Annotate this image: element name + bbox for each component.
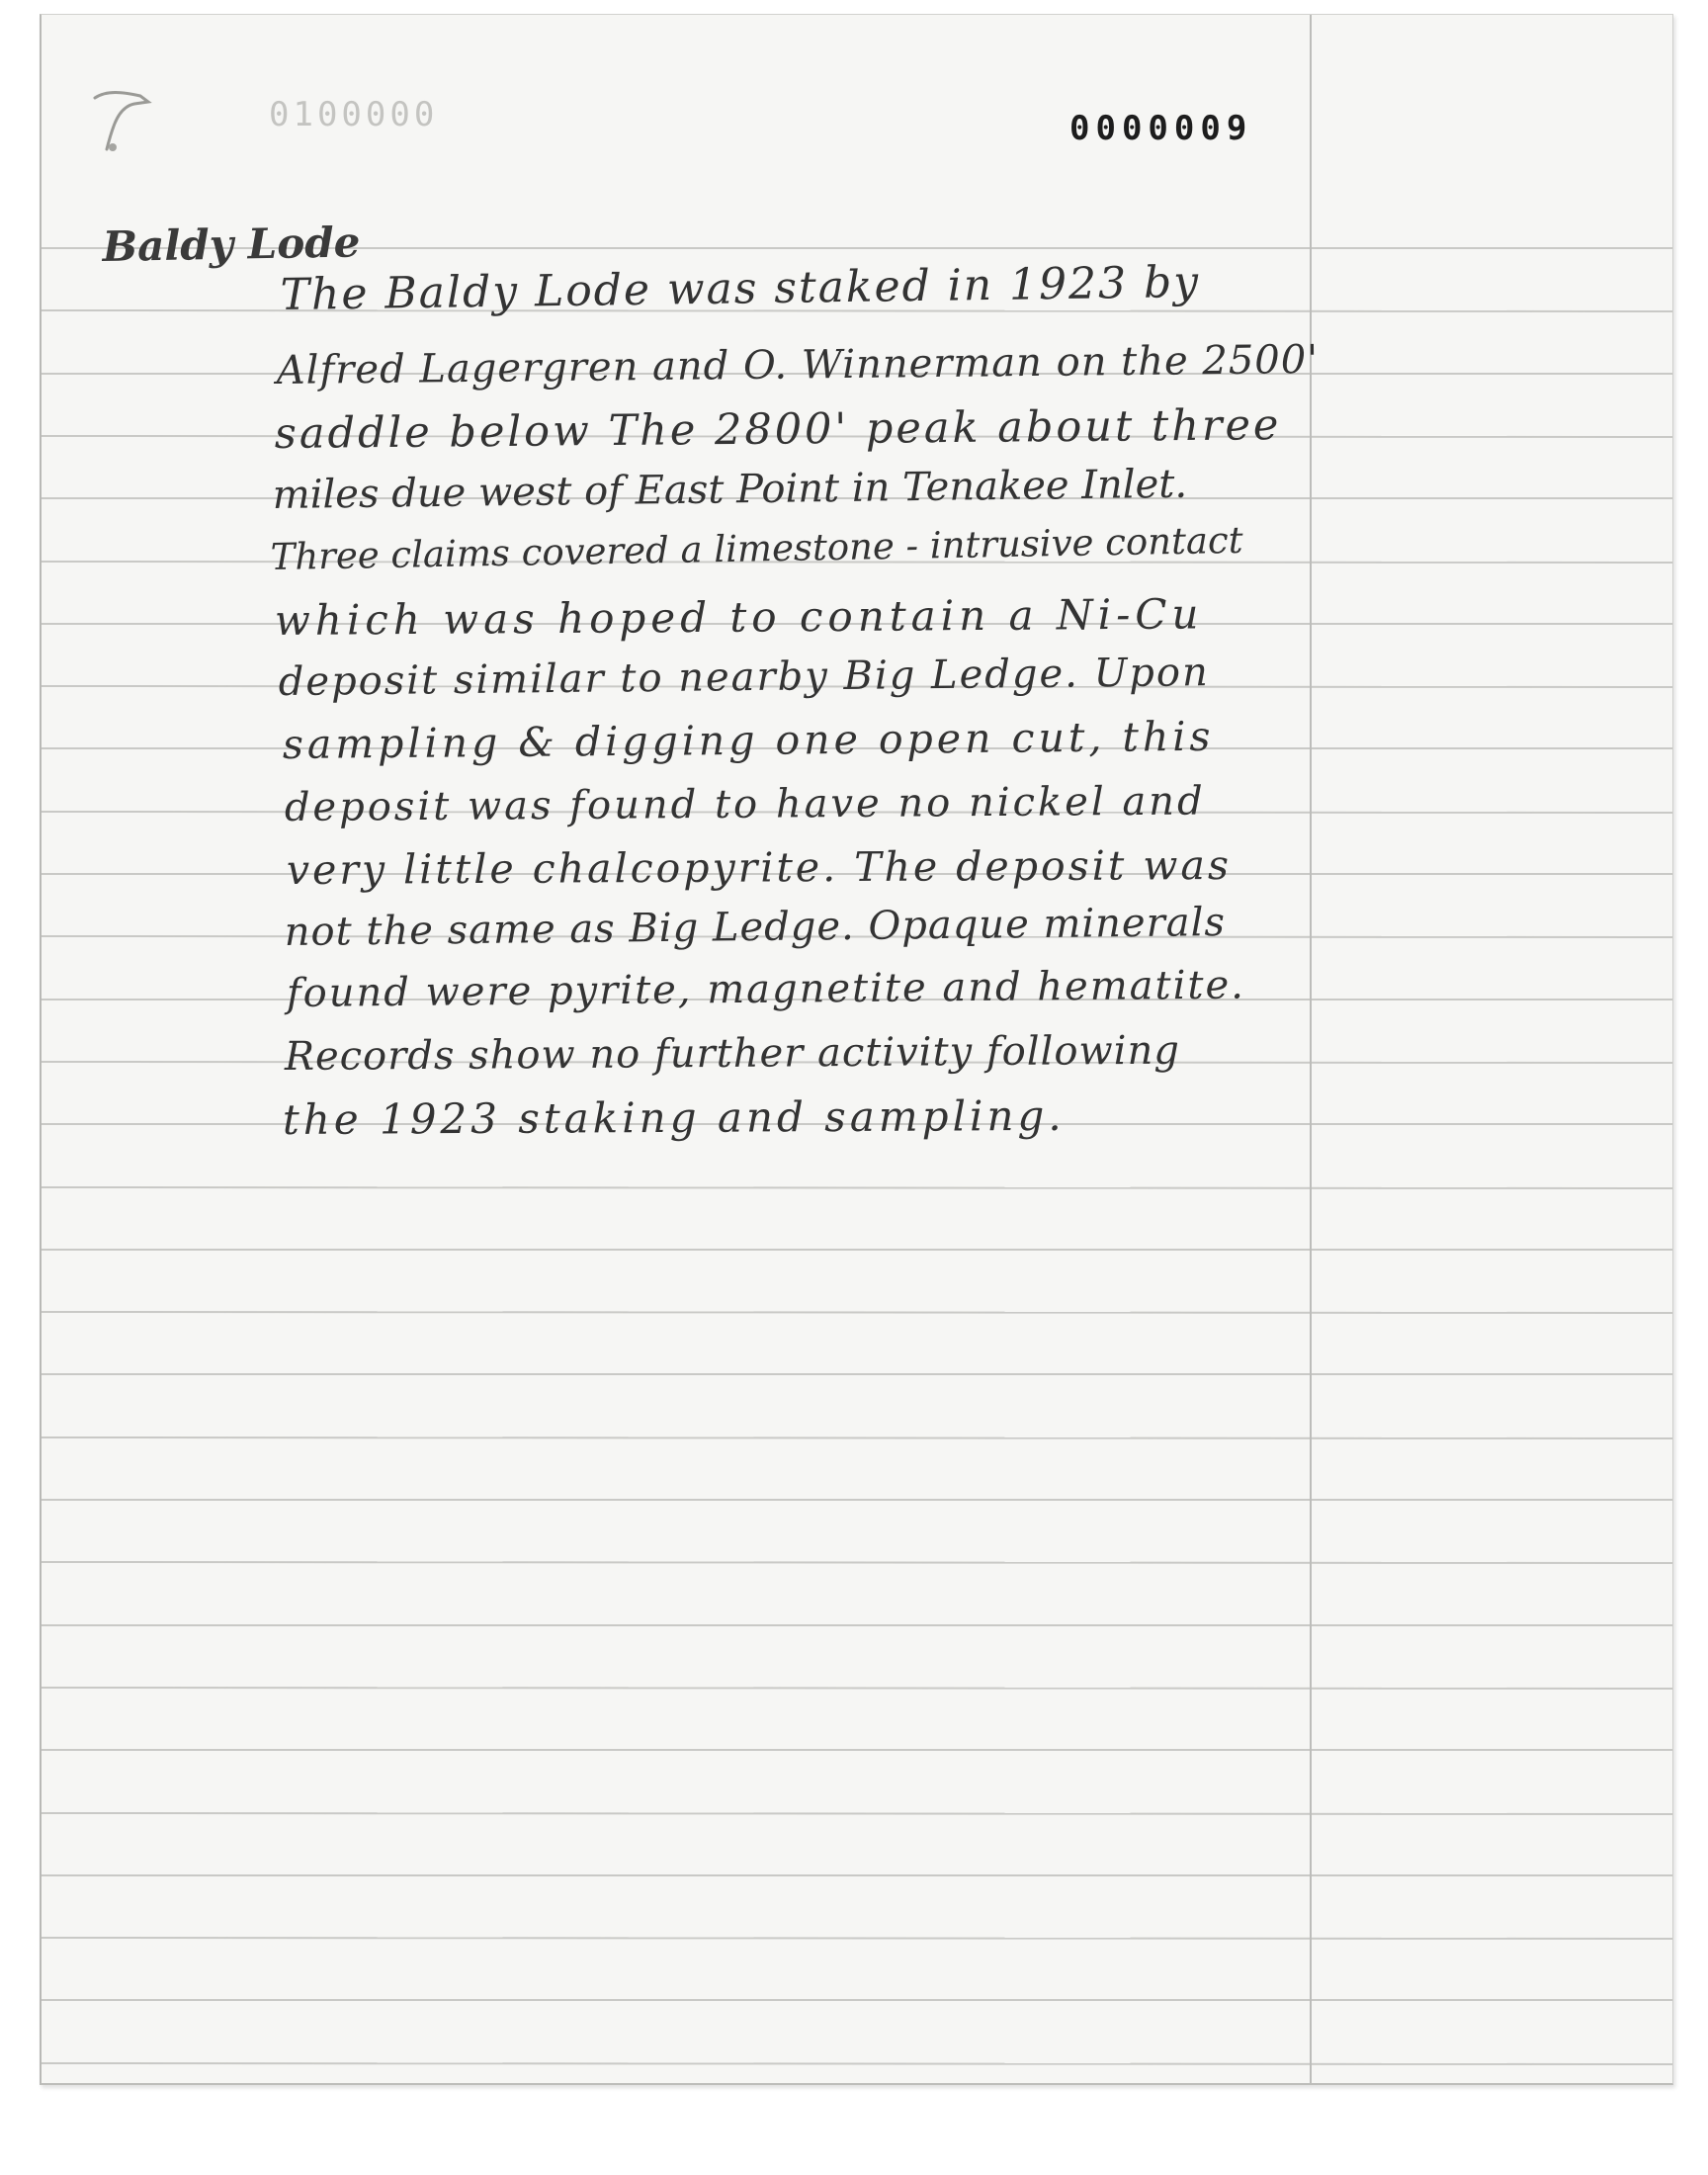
body-line: Three claims covered a limestone - intrusive contact [270, 518, 1243, 578]
body-line: Alfred Lagergren and O. Winnerman on the 2500' [276, 336, 1320, 393]
body-line: found were pyrite, magnetite and hematite. [286, 962, 1246, 1016]
body-line: miles due west of East Point in Tenakee Inlet. [272, 461, 1188, 518]
body-line: Records show no further activity following [284, 1027, 1181, 1080]
margin-line [1310, 15, 1312, 2083]
ruled-line [42, 1312, 1672, 1313]
body-line: deposit similar to nearby Big Ledge. Upon [278, 650, 1210, 705]
body-line: The Baldy Lode was staked in 1923 by [280, 257, 1201, 320]
body-line: sampling & digging one open cut, this [282, 712, 1215, 768]
ruled-line [42, 1688, 1672, 1689]
body-line: which was hoped to contain a Ni-Cu [274, 589, 1204, 645]
body-line: very little chalcopyrite. The deposit was [286, 840, 1233, 894]
ruled-line [42, 1813, 1672, 1814]
ruled-line [42, 1187, 1672, 1188]
notebook-page [40, 14, 1673, 2085]
body-line: deposit was found to have no nickel and [284, 778, 1206, 830]
body-line: saddle below The 2800' peak about three [274, 400, 1282, 459]
ruled-line [42, 1938, 1672, 1939]
record-number: 0000009 [1069, 109, 1253, 148]
ruled-line [42, 2063, 1672, 2064]
body-line: the 1923 staking and sampling. [282, 1090, 1066, 1144]
faint-page-number: 0100000 [269, 95, 439, 134]
scan-blemish [89, 84, 178, 173]
document-title: Baldy Lode [102, 218, 361, 271]
body-line: not the same as Big Ledge. Opaque minerals [284, 900, 1227, 955]
ruled-line [42, 1562, 1672, 1563]
ruled-line [42, 1437, 1672, 1438]
